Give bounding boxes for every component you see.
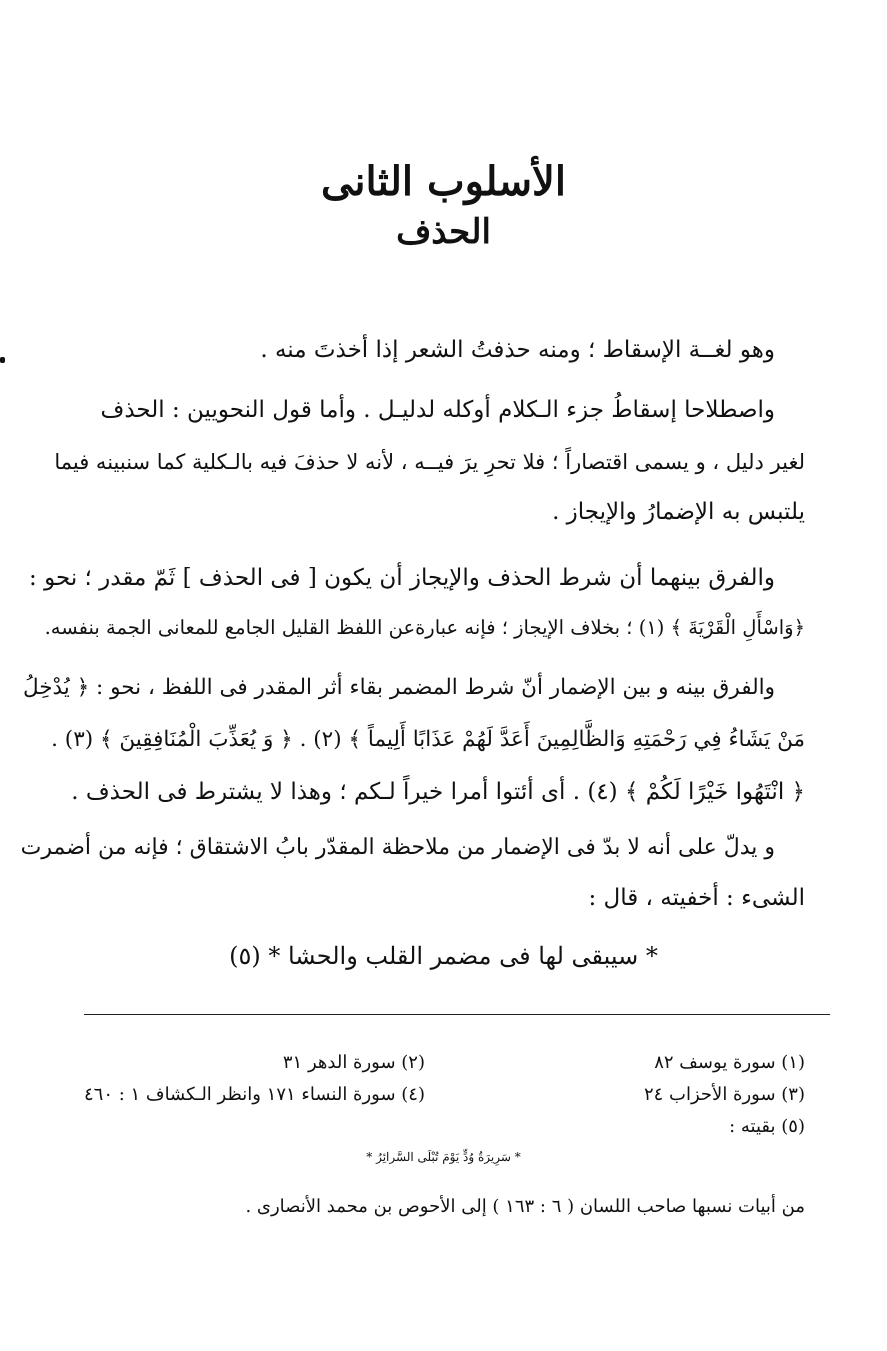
footnote-2: (٢) سورة الدهر ٣١: [282, 1052, 425, 1073]
chapter-title: الأسلوب الثانى: [321, 158, 566, 205]
body-line-5: والفرق بينهما أن شرط الحذف والإيجاز أن يكون [ فى الحذف ] ثَمّ مقدر ؛ نحو :: [29, 565, 775, 591]
footnote-3: (٣) سورة الأحزاب ٢٤: [643, 1084, 805, 1105]
footnote-5-source: من أبيات نسبها صاحب اللسان ( ٦ : ١٦٣ ) إلى الأحوص بن محمد الأنصارى .: [245, 1196, 805, 1217]
poem-verse: * سيبقى لها فى مضمر القلب والحشا * (٥): [229, 942, 658, 970]
body-line-6: ﴿وَاسْأَلِ الْقَرْيَةَ ﴾ (١) ؛ بخلاف الإيجاز ؛ فإنه عبارةعن اللفظ القليل الجامع للمعانى الجمة بنفسه.: [44, 616, 805, 639]
footnote-1: (١) سورة يوسف ٨٢: [654, 1052, 805, 1073]
body-line-8: مَنْ يَشَاءُ فِي رَحْمَتِهِ وَالظَّالِمِينَ أَعَدَّ لَهُمْ عَذَابًا أَلِيماً ﴾ (٢) . ﴿ وَ يُعَذِّبَ الْمُنَافِقِينَ ﴾ (٣) .: [51, 727, 805, 752]
body-line-1: وهو لغــة الإسقاط ؛ ومنه حذفتُ الشعر إذا أخذتَ منه .: [260, 337, 775, 363]
body-line-2: واصطلاحا إسقاطُ جزء الـكلام أوكله لدليـل . وأما قول النحويين : الحذف: [100, 397, 775, 423]
footnote-divider: [84, 1014, 830, 1015]
body-line-11: الشىء : أخفيته ، قال :: [588, 885, 805, 911]
body-line-4: يلتبس به الإضمارُ والإيجاز .: [552, 499, 805, 525]
body-line-9: ﴿ انْتَهُوا خَيْرًا لَكُمْ ﴾ (٤) . أى أئتوا أمرا خيراً لـكم ؛ وهذا لا يشترط فى الحذف .: [71, 779, 805, 805]
body-line-7: والفرق بينه و بين الإضمار أنّ شرط المضمر بقاء أثر المقدر فى اللفظ ، نحو : ﴿ يُدْخِلُ: [22, 675, 775, 700]
body-line-10: و يدلّ على أنه لا بدّ فى الإضمار من ملاحظة المقدّر بابُ الاشتقاق ؛ فإنه من أضمرت: [20, 835, 775, 860]
footnote-4: (٤) سورة النساء ١٧١ وانظر الـكشاف ١ : ٤٦٠: [83, 1084, 425, 1105]
footnote-5: (٥) بقيته :: [729, 1116, 805, 1137]
chapter-subtitle: الحذف: [396, 212, 491, 252]
body-line-3: لغير دليل ، و يسمى اقتصاراً ؛ فلا تحرِ يرَ فيــه ، لأنه لا حذفَ فيه بالـكلية كما سنبينه فيما: [54, 450, 805, 474]
footnote-5-verse: * سَرِيرَةُ وُدٍّ يَوْمَ تُبْلَى السَّرائِرُ *: [366, 1150, 521, 1164]
scan-mark: [0, 357, 5, 363]
